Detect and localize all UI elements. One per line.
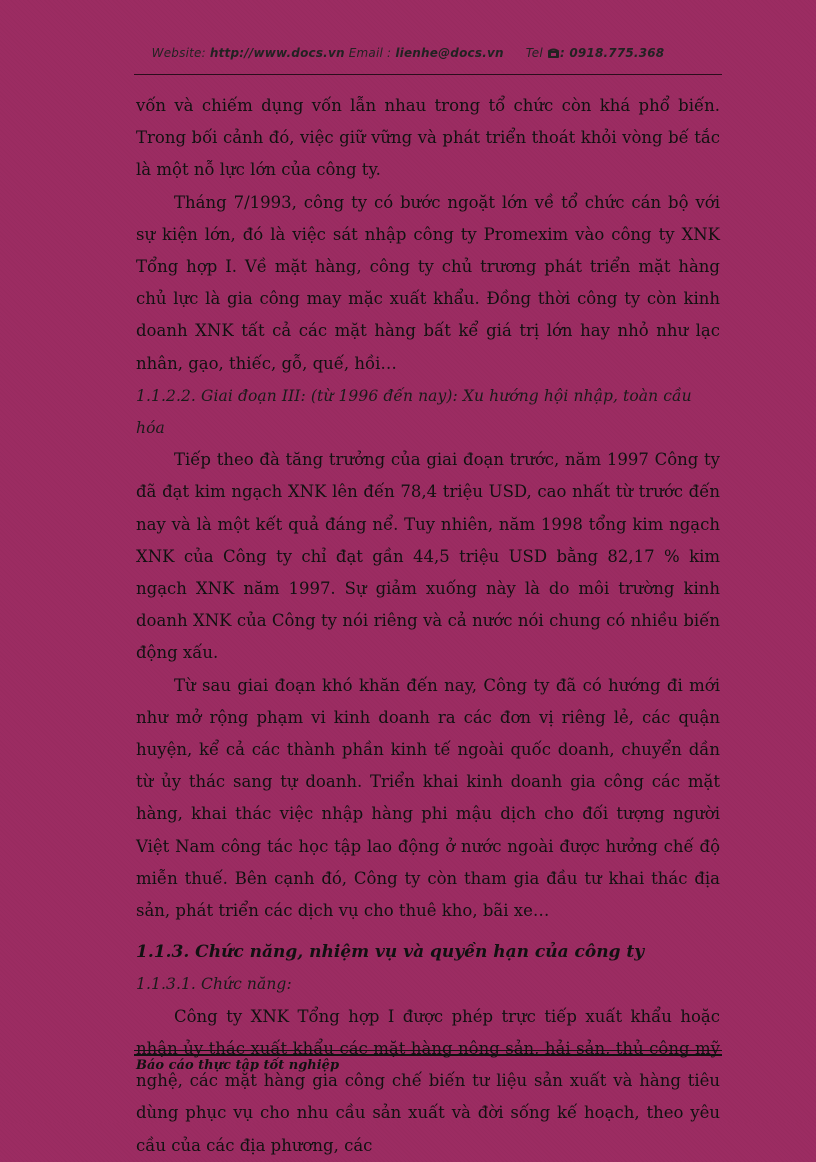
website-link[interactable]: http://www.docs.vn bbox=[209, 46, 345, 60]
paragraph-4: Từ sau giai đoạn khó khăn đến nay, Công ty đã có hướng đi mới như mở rộng phạm vi kinh doanh ra các đơn vị riêng lẻ, các quận huyện, kể cả các thành phần kinh tế ngoài quốc doanh, chuyển dần từ ủy thác sang tự doanh. Triển khai kinh doanh gia công các mặt hàng, khai thác việc nhập hàng phi mậu dịch cho đối tượng người Việt Nam công tác học tập lao động ở nước ngoài được hưởng chế độ miễn thuế. Bên cạnh đó, Công ty còn tham gia đầu tư khai thác địa sản, phát triển các dịch vụ cho thuê kho, bãi xe… bbox=[136, 675, 720, 921]
website-label: Website bbox=[151, 46, 202, 60]
page-footer: Báo cáo thực tập tốt nghiệp bbox=[136, 1058, 340, 1073]
email-link[interactable]: lienhe@docs.vn bbox=[395, 46, 504, 60]
phone-icon bbox=[547, 47, 560, 62]
page-header: Website: http://www.docs.vn Email : lienhe@docs.vn Tel : 0918.775.368 bbox=[151, 46, 665, 60]
tel-label: Tel bbox=[525, 46, 543, 60]
subheading-functions: 1.1.3.1. Chức năng: bbox=[136, 975, 292, 994]
paragraph-3: Tiếp theo đà tăng trưởng của giai đoạn trước, năm 1997 Công ty đã đạt kim ngạch XNK lên đến 78,4 triệu USD, cao nhất từ trước đến nay và là một kết quả đáng nể. Tuy nhiên, năm 1998 tổng kim ngạch XNK của Công ty chỉ đạt gần 44,5 triệu USD bằng 82,17 % kim ngạch XNK năm 1997. Sự giảm xuống này là do môi trường kinh doanh XNK của Công ty nói riêng và cả nước nói chung có nhiều biến động xấu. bbox=[136, 450, 720, 663]
section-heading-functions: 1.1.3. Chức năng, nhiệm vụ và quyền hạn của công ty bbox=[136, 942, 645, 963]
paragraph-5: Công ty XNK Tổng hợp I được phép trực tiếp xuất khẩu hoặc nhận ủy thác xuất khẩu các mặt hàng nông sản, hải sản, thủ công mỹ nghệ, các mặt hàng gia công chế biến tư liệu sản xuất và hàng tiêu dùng phục vụ cho nhu cầu sản xuất và đời sống kế hoạch, theo yêu cầu của các địa phương, các bbox=[136, 1006, 720, 1155]
phone-number: 0918.775.368 bbox=[569, 46, 665, 60]
footer-divider-thin bbox=[134, 1050, 722, 1051]
subheading-phase-3: 1.1.2.2. Giai đoạn III: (từ 1996 đến nay): Xu hướng hội nhập, toàn cầu hóa bbox=[136, 386, 692, 438]
email-label: Email bbox=[348, 46, 384, 60]
document-body bbox=[136, 90, 720, 1162]
header-divider bbox=[134, 74, 722, 75]
paragraph-1: vốn và chiếm dụng vốn lẫn nhau trong tổ chức còn khá phổ biến. Trong bối cảnh đó, việc giữ vững và phát triển thoát khỏi vòng bế tắc là một nỗ lực lớn của công ty. bbox=[136, 96, 720, 180]
footer-divider-thick bbox=[134, 1054, 722, 1056]
paragraph-2: Tháng 7/1993, công ty có bước ngoặt lớn về tổ chức cán bộ với sự kiện lớn, đó là việc sát nhập công ty Promexim vào công ty XNK Tổng hợp I. Về mặt hàng, công ty chủ trương phát triển mặt hàng chủ lực là gia công may mặc xuất khẩu. Đồng thời công ty còn kinh doanh XNK tất cả các mặt hàng bất kể giá trị lớn hay nhỏ như lạc nhân, gạo, thiếc, gỗ, quế, hồi… bbox=[136, 192, 720, 373]
